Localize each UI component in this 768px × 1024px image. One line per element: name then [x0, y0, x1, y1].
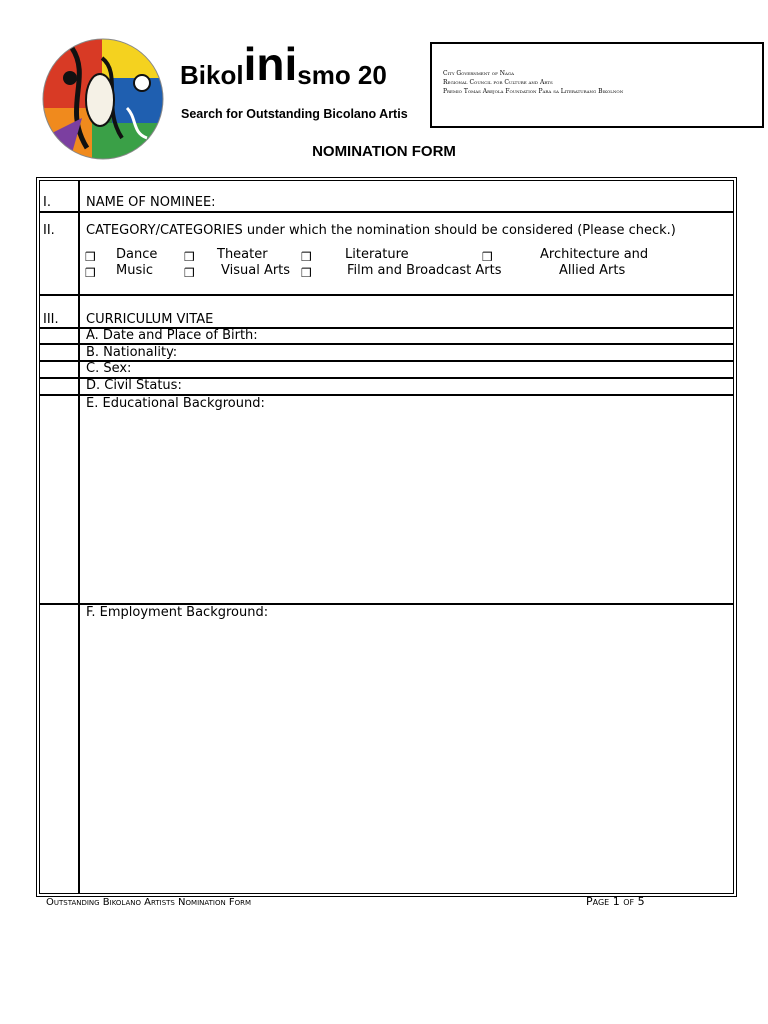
organization-line: City Government of Naga [443, 70, 514, 77]
category-architecture: Architecture and [540, 247, 649, 262]
title-part-3: smo 20 [297, 60, 387, 90]
checkbox-icon[interactable]: ❒ [85, 250, 96, 264]
birth-date-place-field[interactable]: A. Date and Place of Birth: [86, 328, 258, 343]
column-divider [78, 180, 80, 894]
category-film-broadcast: Film and Broadcast Arts [347, 263, 502, 278]
sex-field[interactable]: C. Sex: [86, 361, 132, 376]
row-divider [39, 360, 734, 362]
employment-background-field[interactable]: F. Employment Background: [86, 605, 269, 620]
event-title [180, 38, 387, 91]
curriculum-vitae-heading: CURRICULUM VITAE [86, 312, 214, 327]
row-divider [39, 294, 734, 296]
section-number: III. [43, 312, 59, 327]
organizations-box [430, 42, 764, 128]
category-theater: Theater [217, 247, 268, 262]
organization-line: Regional Council for Culture and Arts [443, 79, 553, 86]
checkbox-icon[interactable]: ❒ [482, 250, 493, 264]
organization-line: Premio Tomas Arejola Foundation Para sa Literaturang Bikolnon [443, 88, 624, 95]
title-part-1: Bikol [180, 60, 244, 90]
nominee-name-field[interactable]: NAME OF NOMINEE: [86, 195, 216, 210]
footer-page-number: Page 1 of 5 [586, 895, 645, 908]
footer-form-name: Outstanding Bikolano Artists Nomination Form [46, 897, 252, 908]
event-subtitle: Search for Outstanding Bicolano Artis [181, 107, 408, 121]
category-instruction: CATEGORY/CATEGORIES under which the nomination should be considered (Please check.) [86, 223, 676, 238]
row-divider [39, 211, 734, 213]
checkbox-icon[interactable]: ❒ [184, 250, 195, 264]
category-dance: Dance [116, 247, 158, 262]
form-title: NOMINATION FORM [312, 143, 456, 160]
checkbox-icon[interactable]: ❒ [301, 266, 312, 280]
category-visual-arts: Visual Arts [221, 263, 291, 278]
category-literature: Literature [345, 247, 409, 262]
section-number: II. [43, 223, 55, 238]
bikolinismo-logo-icon [42, 38, 164, 160]
category-allied-arts: Allied Arts [559, 263, 626, 278]
checkbox-icon[interactable]: ❒ [184, 266, 195, 280]
nationality-field[interactable]: B. Nationality: [86, 345, 178, 360]
section-number: I. [43, 195, 51, 210]
checkbox-icon[interactable]: ❒ [301, 250, 312, 264]
category-music: Music [116, 263, 153, 278]
title-part-2: ini [243, 38, 298, 90]
form-frame-inner [39, 180, 734, 894]
educational-background-field[interactable]: E. Educational Background: [86, 396, 265, 411]
checkbox-icon[interactable]: ❒ [85, 266, 96, 280]
civil-status-field[interactable]: D. Civil Status: [86, 378, 182, 393]
